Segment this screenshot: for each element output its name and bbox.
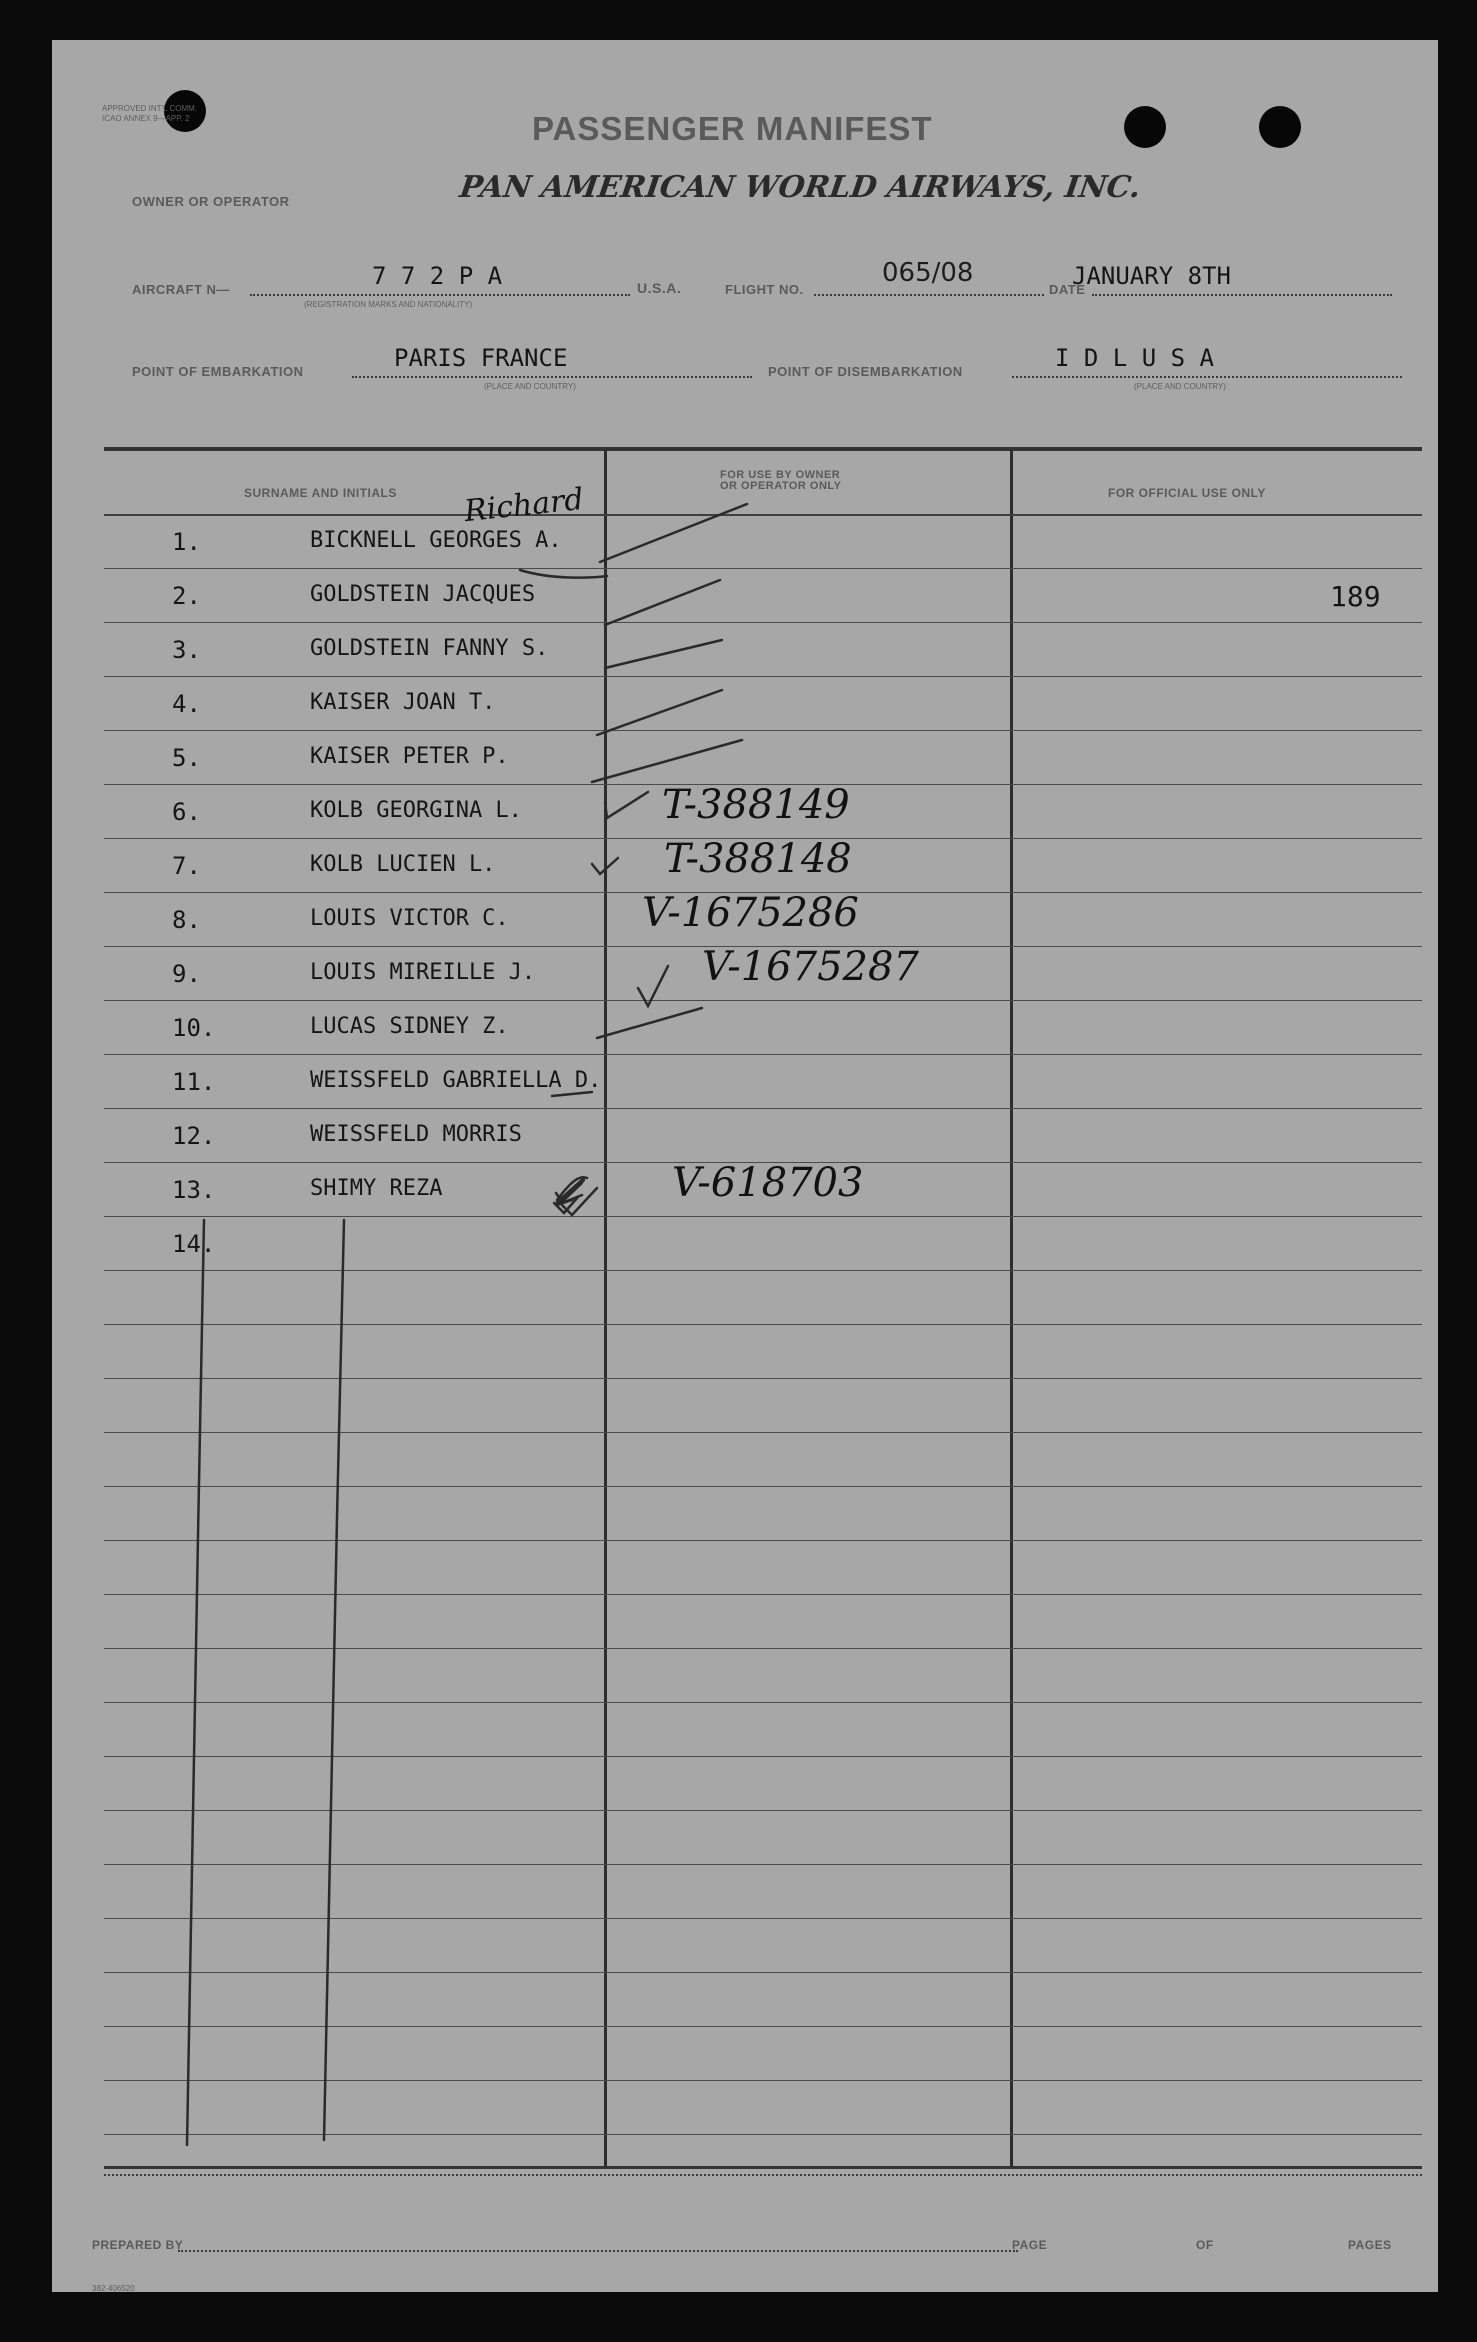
passenger-number: 6. [172, 798, 201, 826]
check-tick [597, 690, 722, 735]
of-label: OF [1196, 2238, 1214, 2252]
passenger-number: 3. [172, 636, 201, 664]
check-tick [605, 792, 648, 818]
passenger-name: LUCAS SIDNEY Z. [310, 1014, 509, 1039]
date-value: JANUARY 8TH [1072, 262, 1231, 290]
bracket-line [187, 1220, 204, 2145]
approval-note: APPROVED INT'L COMM. [102, 104, 198, 113]
owner-name: PAN AMERICAN WORLD AIRWAYS, INC. [457, 170, 1143, 205]
passenger-number: 8. [172, 906, 201, 934]
owner-note: V-1675287 [702, 944, 919, 990]
passenger-name: LOUIS MIREILLE J. [310, 960, 536, 985]
handwritten-first-name: Richard [462, 481, 586, 530]
embarkation-value: PARIS FRANCE [394, 344, 568, 372]
passenger-number: 7. [172, 852, 201, 880]
pages-label: PAGES [1348, 2238, 1392, 2252]
manifest-sheet [52, 40, 1438, 2292]
form-title: PASSENGER MANIFEST [532, 110, 933, 147]
embarkation-label: POINT OF EMBARKATION [132, 364, 304, 379]
prepared-by-line [178, 2250, 1018, 2252]
flight-value: 065/08 [882, 258, 974, 288]
usa-label: U.S.A. [637, 280, 682, 296]
owner-label: OWNER OR OPERATOR [132, 194, 290, 209]
passenger-number: 2. [172, 582, 201, 610]
bracket-line [324, 1220, 344, 2140]
check-tick [638, 966, 668, 1006]
passenger-name: KAISER PETER P. [310, 744, 509, 769]
date-label: DATE [1049, 282, 1086, 297]
disembarkation-label: POINT OF DISEMBARKATION [768, 364, 963, 379]
passenger-number: 1. [172, 528, 201, 556]
table-bottom-dotted-rule [104, 2174, 1422, 2176]
page-label: PAGE [1012, 2238, 1048, 2252]
registration-caption: (REGISTRATION MARKS AND NATIONALITY) [304, 300, 473, 309]
passenger-name: WEISSFELD MORRIS [310, 1122, 522, 1147]
flight-label: FLIGHT NO. [725, 282, 804, 297]
surname-column-header: SURNAME AND INITIALS [244, 486, 397, 500]
disembarkation-caption: (PLACE AND COUNTRY) [1134, 382, 1226, 391]
check-tick [597, 1008, 702, 1038]
owner-use-header-line-2: OR OPERATOR ONLY [720, 480, 842, 492]
passenger-name: KOLB GEORGINA L. [310, 798, 522, 823]
owner-note: T-388149 [662, 782, 850, 828]
passenger-number: 9. [172, 960, 201, 988]
passenger-name: KOLB LUCIEN L. [310, 852, 496, 877]
owner-use-header-line-1: FOR USE BY OWNER [720, 469, 841, 481]
check-tick [605, 580, 720, 625]
passenger-number: 14. [172, 1230, 216, 1258]
aircraft-value: 7 7 2 P A [372, 262, 503, 290]
passenger-number: 11. [172, 1068, 216, 1096]
passenger-number: 10. [172, 1014, 216, 1042]
table-bottom-rule [104, 2166, 1422, 2169]
official-use-value: 189 [1330, 580, 1381, 613]
passenger-name: WEISSFELD GABRIELLA D. [310, 1068, 602, 1093]
passenger-number: 4. [172, 690, 201, 718]
check-tick [605, 640, 722, 668]
check-tick [592, 858, 618, 874]
check-tick [600, 504, 747, 562]
passenger-number: 5. [172, 744, 201, 772]
passenger-number: 12. [172, 1122, 216, 1150]
aircraft-label: AIRCRAFT N— [132, 282, 230, 297]
embarkation-caption: (PLACE AND COUNTRY) [484, 382, 576, 391]
owner-note: T-388148 [664, 836, 852, 882]
official-use-column-header: FOR OFFICIAL USE ONLY [1108, 486, 1266, 500]
passenger-name: LOUIS VICTOR C. [310, 906, 509, 931]
prepared-by-label: PREPARED BY [92, 2238, 184, 2252]
passenger-name: GOLDSTEIN JACQUES [310, 582, 536, 607]
passenger-name: KAISER JOAN T. [310, 690, 496, 715]
passenger-name: GOLDSTEIN FANNY S. [310, 636, 549, 661]
strikethrough-mark [520, 570, 607, 578]
handwritten-marks [52, 40, 1438, 2292]
passenger-number: 13. [172, 1176, 216, 1204]
passenger-name: BICKNELL GEORGES A. [310, 528, 562, 553]
strikethrough-mark [552, 1092, 592, 1096]
owner-note: V-1675286 [642, 890, 859, 936]
passenger-name: SHIMY REZA [310, 1176, 443, 1201]
disembarkation-value: I D L U S A [1055, 344, 1214, 372]
approval-note-annex: ICAO ANNEX 9—APP. 2 [102, 114, 190, 123]
owner-note: V-618703 [672, 1160, 864, 1206]
form-number: 382-406520 [92, 2284, 135, 2292]
check-tick [592, 740, 742, 782]
